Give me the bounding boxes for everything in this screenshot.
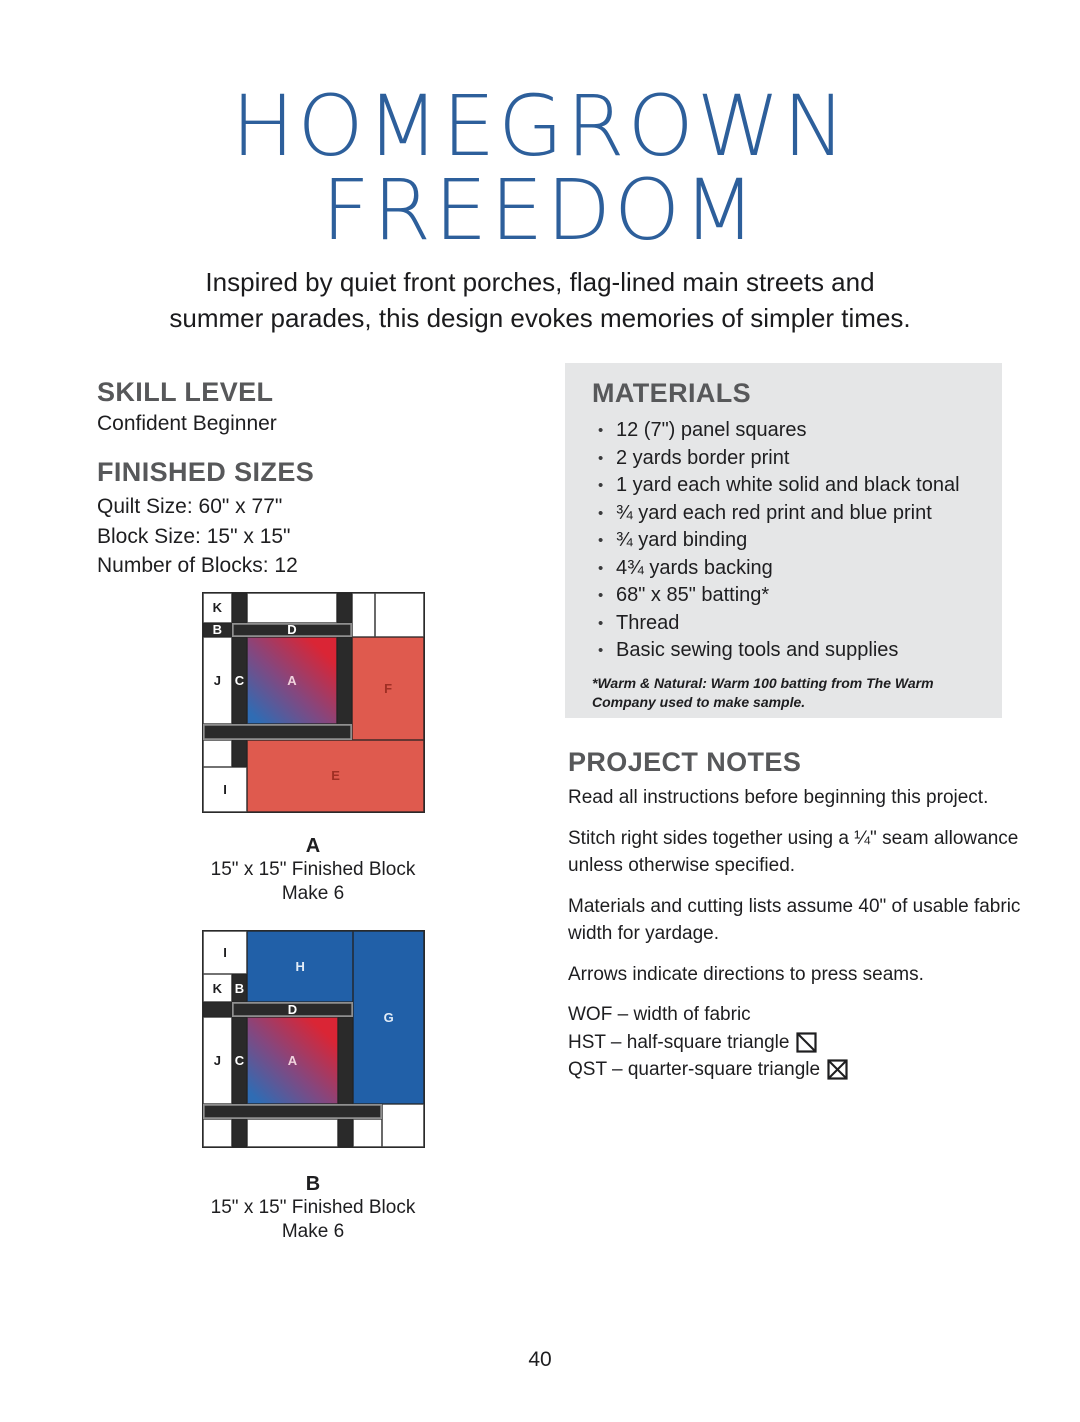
page-title-line2: FREEDOM [321, 161, 759, 259]
quilt-piece-label: D [287, 622, 297, 638]
quilt-piece [203, 740, 232, 767]
quilt-piece [352, 593, 375, 637]
quilt-piece-i [203, 767, 247, 812]
skill-level-heading: SKILL LEVEL [97, 377, 274, 407]
quilt-piece-label: G [383, 1009, 394, 1025]
quilt-piece [203, 1119, 232, 1147]
quilt-piece-b [203, 623, 232, 637]
quilt-piece-label: B [234, 980, 245, 996]
quilt-piece-j [203, 637, 232, 725]
quilt-piece-label: E [331, 768, 340, 784]
materials-item: • ¾ yard each red print and blue print [592, 500, 982, 528]
quilt-piece-e [247, 740, 424, 812]
materials-item: • Thread [592, 610, 982, 638]
quilt-piece-label: C [234, 673, 245, 689]
quilt-piece-label: I [223, 782, 227, 798]
materials-item: • Basic sewing tools and supplies [592, 637, 982, 665]
bullet-icon: • [598, 642, 604, 659]
quilt-piece-d [232, 1002, 354, 1017]
quilt-piece-k [203, 974, 232, 1002]
quilt-block-a-diagram [202, 592, 425, 813]
materials-item: • 68" x 85" batting* [592, 582, 982, 610]
note-paragraph: Arrows indicate directions to press seams. [568, 963, 924, 985]
finished-sizes-heading: FINISHED SIZES [97, 457, 315, 487]
quilt-piece-label: J [213, 673, 221, 689]
block-count-line: Number of Blocks: 12 [97, 554, 298, 577]
quilt-piece [232, 593, 247, 623]
block-b-make: Make 6 [281, 1221, 345, 1242]
quilt-piece [382, 1104, 424, 1147]
quilt-piece [247, 1119, 338, 1147]
quilt-piece-label: I [223, 945, 227, 961]
page-title-line1: HOMEGROWN [231, 77, 849, 175]
quilt-piece-f [352, 637, 424, 740]
hst-icon [796, 1032, 817, 1053]
materials-item: • 1 yard each white solid and black tonal [592, 472, 982, 500]
finished-sizes-list [97, 492, 298, 581]
hst-abbreviation: HST – half-square triangle [568, 1029, 1023, 1057]
skill-level-value: Confident Beginner [97, 412, 277, 435]
quilt-piece [203, 1104, 382, 1119]
bullet-icon: • [598, 559, 604, 577]
quilt-piece-c [232, 1017, 247, 1103]
quilt-piece-label: K [212, 980, 223, 996]
block-b-caption [183, 1172, 443, 1244]
quilt-piece [203, 1002, 232, 1017]
quilt-piece-label: A [287, 1053, 298, 1069]
note-paragraph: Stitch right sides together using a ¼" seam allowance unless otherwise specified. [568, 827, 1019, 876]
quilt-size-line: Quilt Size: 60" x 77" [97, 495, 283, 518]
quilt-piece [337, 593, 352, 623]
quilt-piece-label: K [212, 600, 223, 616]
quilt-piece-c [232, 637, 247, 725]
block-a-size: 15" x 15" Finished Block [210, 859, 416, 880]
quilt-piece-k [203, 593, 232, 623]
materials-item: • 12 (7") panel squares [592, 417, 982, 445]
materials-item: • 2 yards border print [592, 445, 982, 473]
block-a-letter: A [305, 835, 321, 857]
quilt-piece-d [232, 623, 352, 637]
quilt-piece [247, 593, 337, 623]
quilt-piece-label: A [287, 673, 297, 689]
quilt-piece-label: D [287, 1002, 298, 1018]
project-notes [568, 784, 1023, 1084]
quilt-piece-a [247, 637, 337, 725]
quilt-piece-label: C [234, 1053, 245, 1069]
page-subtitle: Inspired by quiet front porches, flag-lined main streets and summer parades, this design evokes memories of simpler times. [169, 267, 911, 333]
bullet-icon: • [598, 614, 604, 632]
block-b-size: 15" x 15" Finished Block [210, 1197, 416, 1218]
qst-abbreviation: QST – quarter-square triangle [568, 1056, 1023, 1084]
materials-item: • ¾ yard binding [592, 527, 982, 555]
block-size-line: Block Size: 15" x 15" [97, 524, 291, 548]
project-notes-heading: PROJECT NOTES [568, 747, 802, 777]
quilt-piece-g [353, 931, 424, 1104]
bullet-icon: • [598, 532, 604, 549]
quilt-piece-h [247, 931, 353, 1002]
quilt-piece-a [247, 1017, 338, 1103]
block-b-letter: B [305, 1173, 321, 1195]
quilt-piece [375, 593, 424, 637]
quilt-piece-label: F [384, 680, 393, 696]
quilt-piece-label: J [213, 1053, 221, 1069]
quilt-block-b-diagram [202, 930, 425, 1148]
wof-abbreviation: WOF – width of fabric [568, 1004, 751, 1025]
materials-heading: MATERIALS [592, 378, 752, 408]
page-number: 40 [528, 1348, 552, 1371]
materials-box [565, 363, 1002, 718]
quilt-piece [338, 1017, 353, 1147]
bullet-icon: • [598, 422, 604, 439]
quilt-piece-label: B [212, 622, 223, 638]
quilt-piece-label: H [295, 959, 305, 975]
materials-item: • 4¾ yards backing [592, 555, 982, 583]
quilt-piece-j [203, 1017, 232, 1103]
block-a-caption [183, 834, 443, 906]
quilt-piece [353, 1119, 382, 1147]
qst-icon [827, 1059, 848, 1080]
quilt-piece-b [232, 974, 247, 1002]
materials-list [592, 417, 982, 665]
bullet-icon: • [598, 504, 604, 522]
bullet-icon: • [598, 477, 604, 494]
bullet-icon: • [598, 587, 604, 604]
note-paragraph: Read all instructions before beginning this project. [568, 787, 989, 808]
note-paragraph: Materials and cutting lists assume 40" of usable fabric width for yardage. [568, 895, 1021, 944]
batting-footnote: *Warm & Natural: Warm 100 batting from The Warm Company used to make sample. [592, 674, 934, 710]
quilt-piece-i [203, 931, 247, 974]
page-title [0, 77, 1080, 259]
block-a-make: Make 6 [281, 883, 345, 904]
bullet-icon: • [598, 449, 604, 467]
quilt-piece [203, 724, 352, 739]
